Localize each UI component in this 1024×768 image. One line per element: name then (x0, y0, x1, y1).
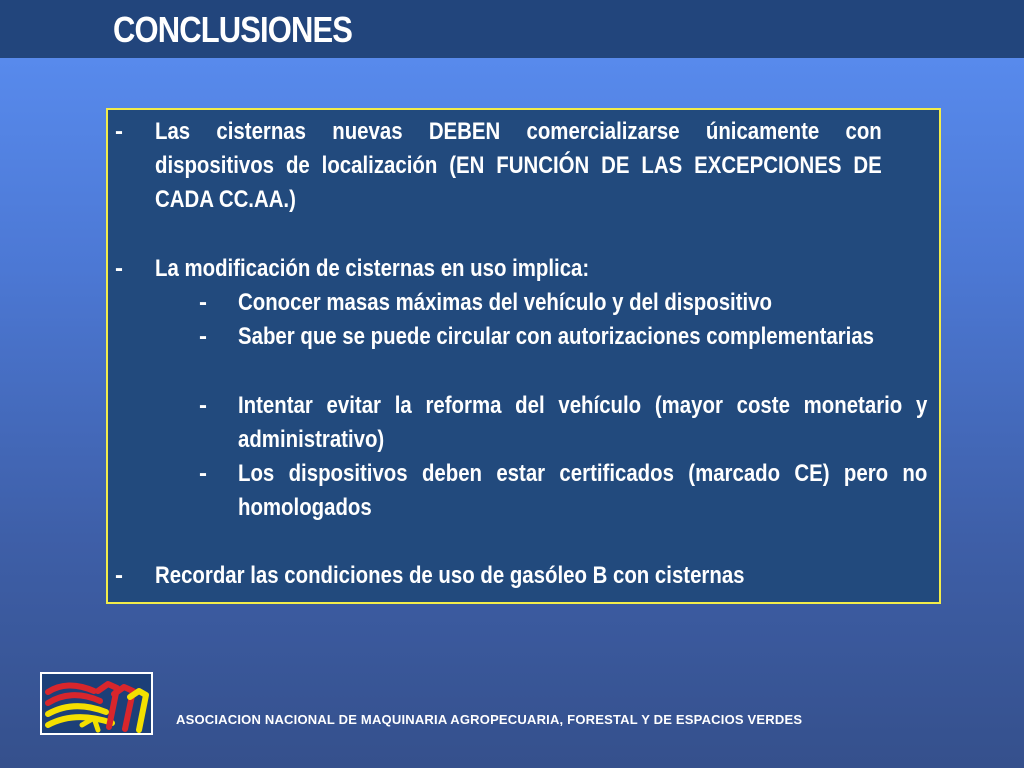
bullet-text: La modificación de cisternas en uso implica: (155, 255, 590, 282)
bullet-text: Recordar las condiciones de uso de gasóleo B con cisternas (155, 562, 745, 589)
bullet-marker: - (115, 118, 123, 145)
bullet-marker: - (199, 460, 207, 487)
bullet-marker: - (199, 289, 207, 316)
bullet-marker: - (199, 392, 207, 419)
bullet-marker: - (115, 562, 123, 589)
footer-organization-name: ASOCIACION NACIONAL DE MAQUINARIA AGROPECUARIA, FORESTAL Y DE ESPACIOS VERDES (176, 712, 803, 727)
slide-title: CONCLUSIONES (113, 9, 353, 50)
bullet-text: Las cisternas nuevas DEBEN comercializarse únicamente con dispositivos de localización (EN FUNCIÓN DE LAS EXCEPCIONES DE CADA CC.AA.) (155, 118, 882, 213)
bullet-marker: - (115, 255, 123, 282)
sub-bullet-text: Saber que se puede circular con autorizaciones complementarias (238, 323, 875, 350)
association-logo-icon (40, 672, 153, 735)
bullet-marker: - (199, 323, 207, 350)
sub-bullet-text: Conocer masas máximas del vehículo y del dispositivo (238, 289, 772, 316)
sub-bullet-text: Intentar evitar la reforma del vehículo (mayor coste monetario y administrativo) (238, 392, 928, 453)
sub-bullet-text: Los dispositivos deben estar certificados (marcado CE) pero no homologados (238, 460, 928, 521)
